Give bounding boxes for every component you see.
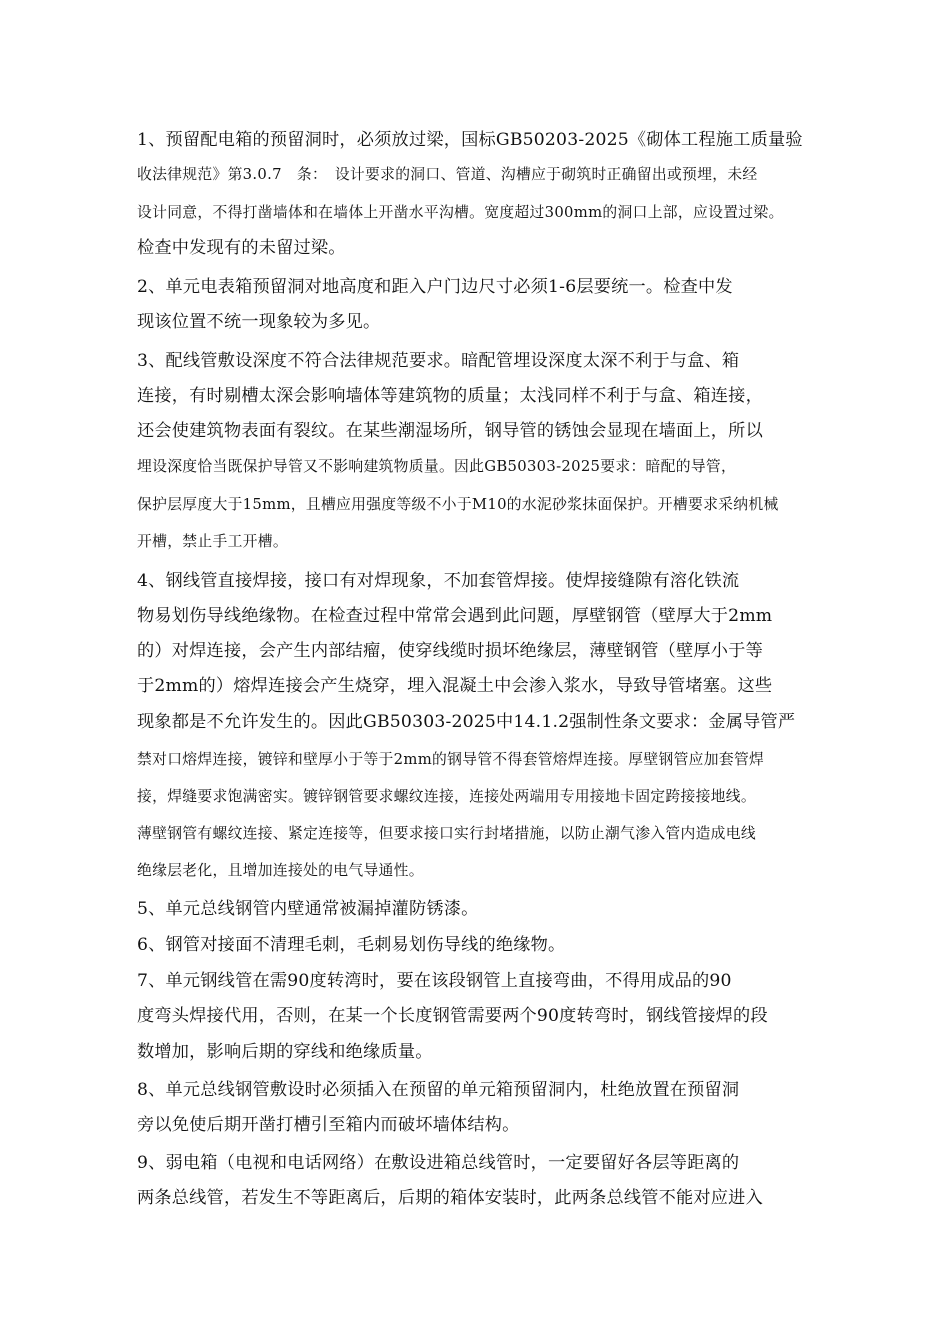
- text-line: 2、单元电表箱预留洞对地高度和距入户门边尺寸必须1-6层要统一。检查中发: [137, 277, 733, 297]
- text-line: 6、钢管对接面不清理毛刺，毛刺易划伤导线的绝缘物。: [137, 935, 566, 955]
- text-line: 3、配线管敷设深度不符合法律规范要求。暗配管埋设深度太深不利于与盒、箱: [137, 351, 740, 371]
- text-line: 物易划伤导线绝缘物。在检查过程中常常会遇到此问题，厚壁钢管（壁厚大于2mm: [137, 606, 773, 626]
- text-line: 现该位置不统一现象较为多见。: [137, 312, 381, 332]
- text-line: 于2mm的）熔焊连接会产生烧穿，埋入混凝土中会渗入浆水，导致导管堵塞。这些: [137, 676, 773, 696]
- text-line: 绝缘层老化，且增加连接处的电气导通性。: [137, 862, 424, 879]
- text-line: 保护层厚度大于15mm，且槽应用强度等级不小于M10的水泥砂浆抹面保护。开槽要求采纳机械: [137, 496, 779, 513]
- text-line: 设计同意，不得打凿墙体和在墙体上开凿水平沟槽。宽度超过300mm的洞口上部，应设置过梁。: [137, 204, 784, 221]
- text-line: 的）对焊连接，会产生内部结瘤，使穿线缆时损坏绝缘层，薄壁钢管（壁厚小于等: [137, 641, 763, 661]
- text-line: 接，焊缝要求饱满密实。镀锌钢管要求螺纹连接，连接处两端用专用接地卡固定跨接接地线。: [137, 788, 756, 805]
- text-line: 7、单元钢线管在需90度转湾时，要在该段钢管上直接弯曲，不得用成品的90: [137, 971, 732, 991]
- text-line: 现象都是不允许发生的。因此GB50303-2025中14.1.2强制性条文要求：金属导管严: [137, 712, 796, 732]
- text-line: 数增加，影响后期的穿线和绝缘质量。: [137, 1042, 433, 1062]
- text-line: 薄壁钢管有螺纹连接、紧定连接等，但要求接口实行封堵措施，以防止潮气渗入管内造成电线: [137, 825, 756, 842]
- text-line: 收法律规范》第3.0.7 条： 设计要求的洞口、管道、沟槽应于砌筑时正确留出或预埋，未经: [137, 166, 758, 183]
- text-line: 5、单元总线钢管内壁通常被漏掉灌防锈漆。: [137, 899, 479, 919]
- text-line: 埋设深度恰当既保护导管又不影响建筑物质量。因此GB50303-2025要求：暗配的导管，: [137, 458, 737, 475]
- text-line: 开槽，禁止手工开槽。: [137, 533, 288, 550]
- text-line: 两条总线管，若发生不等距离后，后期的箱体安装时，此两条总线管不能对应进入: [137, 1188, 763, 1208]
- text-line: 连接，有时剔槽太深会影响墙体等建筑物的质量；太浅同样不利于与盒、箱连接，: [137, 386, 763, 406]
- text-line: 度弯头焊接代用，否则，在某一个长度钢管需要两个90度转弯时，钢线管接焊的段: [137, 1006, 768, 1026]
- text-line: 9、弱电箱（电视和电话网络）在敷设进箱总线管时，一定要留好各层等距离的: [137, 1153, 740, 1173]
- text-line: 旁以免使后期开凿打槽引至箱内而破坏墙体结构。: [137, 1115, 520, 1135]
- text-line: 1、预留配电箱的预留洞时，必须放过梁，国标GB50203-2025《砌体工程施工质量验: [137, 130, 803, 150]
- text-line: 8、单元总线钢管敷设时必须插入在预留的单元箱预留洞内，杜绝放置在预留洞: [137, 1080, 740, 1100]
- text-line: 还会使建筑物表面有裂纹。在某些潮湿场所，钢导管的锈蚀会显现在墙面上，所以: [137, 421, 763, 441]
- text-line: 检查中发现有的未留过梁。: [137, 238, 346, 258]
- text-line: 4、钢线管直接焊接，接口有对焊现象，不加套管焊接。使焊接缝隙有溶化铁流: [137, 571, 740, 591]
- text-line: 禁对口熔焊连接，镀锌和壁厚小于等于2mm的钢导管不得套管熔焊连接。厚壁钢管应加套管焊: [137, 751, 765, 768]
